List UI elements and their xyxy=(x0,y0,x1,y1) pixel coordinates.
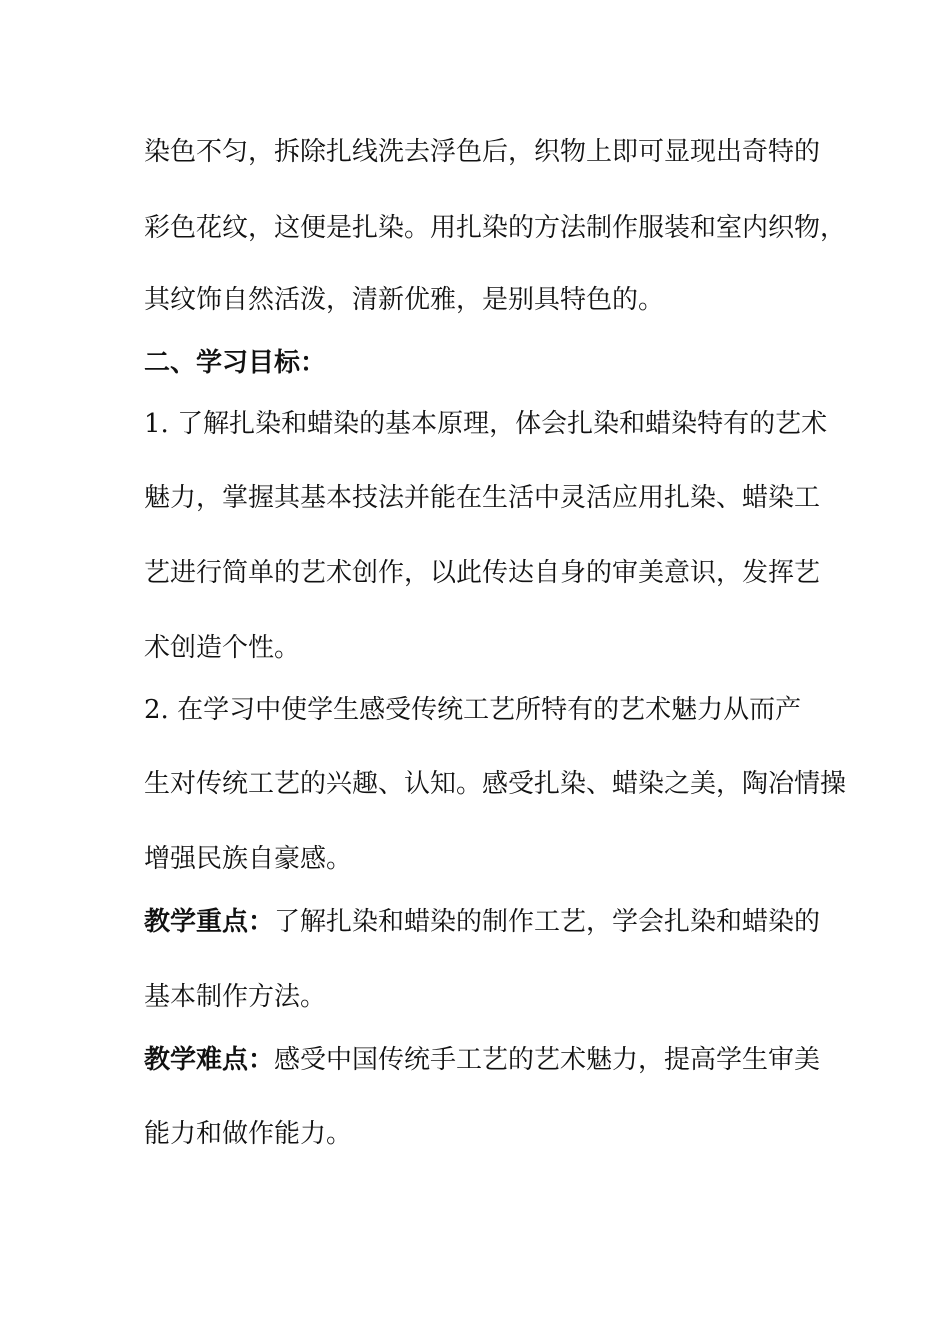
key-point-label: 教学重点： xyxy=(144,907,275,937)
key-point-line: 基本制作方法。 xyxy=(144,982,327,1012)
difficult-point-line xyxy=(144,1044,821,1076)
goal-2-line: 2. 在学习中使学生感受传统工艺所特有的艺术魅力从而产 xyxy=(144,695,802,725)
goal-1-line: 1. 了解扎染和蜡染的基本原理，体会扎染和蜡染特有的艺术 xyxy=(144,409,828,439)
paragraph-line: 染色不匀，拆除扎线洗去浮色后，织物上即可显现出奇特的 xyxy=(144,137,821,167)
goal-1-line: 术创造个性。 xyxy=(144,633,301,663)
difficult-point-text: 感受中国传统手工艺的艺术魅力，提高学生审美 xyxy=(274,1045,821,1075)
goal-1-line: 魅力，掌握其基本技法并能在生活中灵活应用扎染、蜡染工 xyxy=(144,483,821,513)
paragraph-line: 其纹饰自然活泼，清新优雅，是别具特色的。 xyxy=(144,285,665,315)
paragraph-line: 彩色花纹，这便是扎染。用扎染的方法制作服装和室内织物， xyxy=(144,213,847,243)
goal-2-line: 增强民族自豪感。 xyxy=(144,844,353,874)
key-point-text: 了解扎染和蜡染的制作工艺，学会扎染和蜡染的 xyxy=(274,907,821,937)
difficult-point-line: 能力和做作能力。 xyxy=(144,1119,353,1149)
goal-1-line: 艺进行简单的艺术创作，以此传达自身的审美意识，发挥艺 xyxy=(144,558,821,588)
key-point-line xyxy=(144,906,821,938)
difficult-point-label: 教学难点： xyxy=(144,1045,275,1075)
goal-2-line: 生对传统工艺的兴趣、认知。感受扎染、蜡染之美，陶冶情操 xyxy=(144,769,847,799)
section-heading: 二、学习目标： xyxy=(144,348,327,378)
